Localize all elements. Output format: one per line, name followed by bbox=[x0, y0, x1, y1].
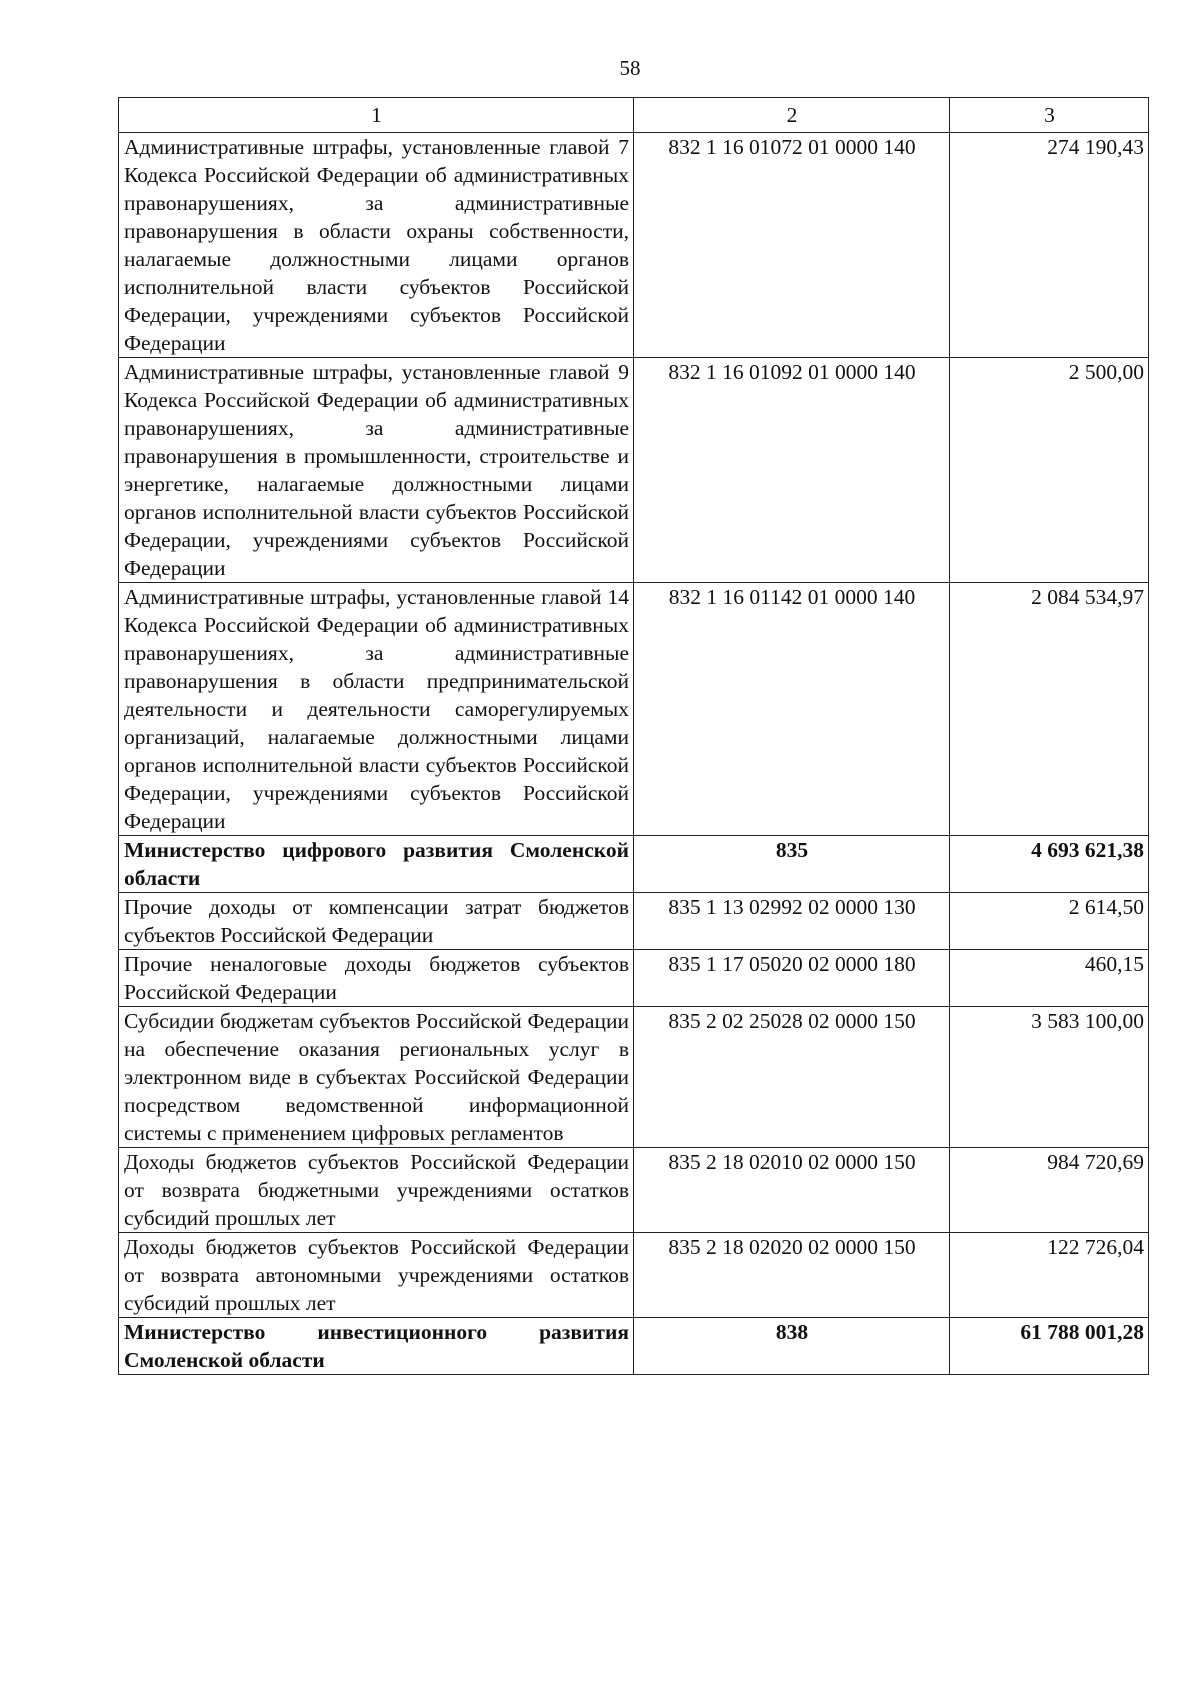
row-name-cell: Прочие неналоговые доходы бюджетов субъектов Российской Федерации bbox=[119, 950, 634, 1007]
row-name-cell: Министерство инвестиционного развития Смоленской области bbox=[119, 1318, 634, 1375]
column-header-amount: 3 bbox=[950, 98, 1149, 133]
row-amount-cell: 2 500,00 bbox=[950, 358, 1149, 583]
row-amount-cell: 61 788 001,28 bbox=[950, 1318, 1149, 1375]
row-amount-cell: 2 084 534,97 bbox=[950, 583, 1149, 836]
page-number: 58 bbox=[619, 56, 641, 80]
revenue-table bbox=[118, 97, 1149, 1375]
table-row bbox=[119, 1007, 1149, 1148]
row-amount-cell: 984 720,69 bbox=[950, 1148, 1149, 1233]
row-name-cell: Административные штрафы, установленные главой 14 Кодекса Российской Федерации об административных правонарушениях, за административные правонарушения в области предпринимательской деятельности и деятельности саморегулируемых организаций, налагаемые должностными лицами органов исполнительной власти субъектов Российской Федерации, учреждениями субъектов Российской Федерации bbox=[119, 583, 634, 836]
table-body bbox=[119, 133, 1149, 1375]
row-name-cell: Административные штрафы, установленные главой 9 Кодекса Российской Федерации об административных правонарушениях, за административные правонарушения в промышленности, строительстве и энергетике, налагаемые должностными лицами органов исполнительной власти субъектов Российской Федерации, учреждениями субъектов Российской Федерации bbox=[119, 358, 634, 583]
row-name-cell: Доходы бюджетов субъектов Российской Федерации от возврата бюджетными учреждениями остатков субсидий прошлых лет bbox=[119, 1148, 634, 1233]
row-code-cell: 835 bbox=[634, 836, 950, 893]
row-amount-cell: 3 583 100,00 bbox=[950, 1007, 1149, 1148]
row-amount-cell: 122 726,04 bbox=[950, 1233, 1149, 1318]
table-row-ministry bbox=[119, 1318, 1149, 1375]
table-row bbox=[119, 950, 1149, 1007]
row-code-cell: 835 2 18 02020 02 0000 150 bbox=[634, 1233, 950, 1318]
row-code-cell: 835 1 13 02992 02 0000 130 bbox=[634, 893, 950, 950]
row-amount-cell: 2 614,50 bbox=[950, 893, 1149, 950]
row-code-cell: 832 1 16 01072 01 0000 140 bbox=[634, 133, 950, 358]
table-row bbox=[119, 133, 1149, 358]
row-name-cell: Субсидии бюджетам субъектов Российской Федерации на обеспечение оказания региональных услуг в электронном виде в субъектах Российской Федерации посредством ведомственной информационной системы с применением цифровых регламентов bbox=[119, 1007, 634, 1148]
table-row bbox=[119, 1148, 1149, 1233]
row-amount-cell: 4 693 621,38 bbox=[950, 836, 1149, 893]
row-name-cell: Административные штрафы, установленные главой 7 Кодекса Российской Федерации об административных правонарушениях, за административные правонарушения в области охраны собственности, налагаемые должностными лицами органов исполнительной власти субъектов Российской Федерации, учреждениями субъектов Российской Федерации bbox=[119, 133, 634, 358]
row-code-cell: 838 bbox=[634, 1318, 950, 1375]
row-code-cell: 832 1 16 01092 01 0000 140 bbox=[634, 358, 950, 583]
row-name-cell: Прочие доходы от компенсации затрат бюджетов субъектов Российской Федерации bbox=[119, 893, 634, 950]
table-header-row bbox=[119, 98, 1149, 133]
table-row bbox=[119, 358, 1149, 583]
column-header-name: 1 bbox=[119, 98, 634, 133]
row-amount-cell: 460,15 bbox=[950, 950, 1149, 1007]
row-name-cell: Доходы бюджетов субъектов Российской Федерации от возврата автономными учреждениями остатков субсидий прошлых лет bbox=[119, 1233, 634, 1318]
row-name-cell: Министерство цифрового развития Смоленской области bbox=[119, 836, 634, 893]
table-row bbox=[119, 893, 1149, 950]
row-code-cell: 835 2 18 02010 02 0000 150 bbox=[634, 1148, 950, 1233]
row-code-cell: 835 1 17 05020 02 0000 180 bbox=[634, 950, 950, 1007]
row-amount-cell: 274 190,43 bbox=[950, 133, 1149, 358]
row-code-cell: 835 2 02 25028 02 0000 150 bbox=[634, 1007, 950, 1148]
table-row bbox=[119, 1233, 1149, 1318]
column-header-code: 2 bbox=[634, 98, 950, 133]
row-code-cell: 832 1 16 01142 01 0000 140 bbox=[634, 583, 950, 836]
table-row bbox=[119, 583, 1149, 836]
table-row-ministry bbox=[119, 836, 1149, 893]
